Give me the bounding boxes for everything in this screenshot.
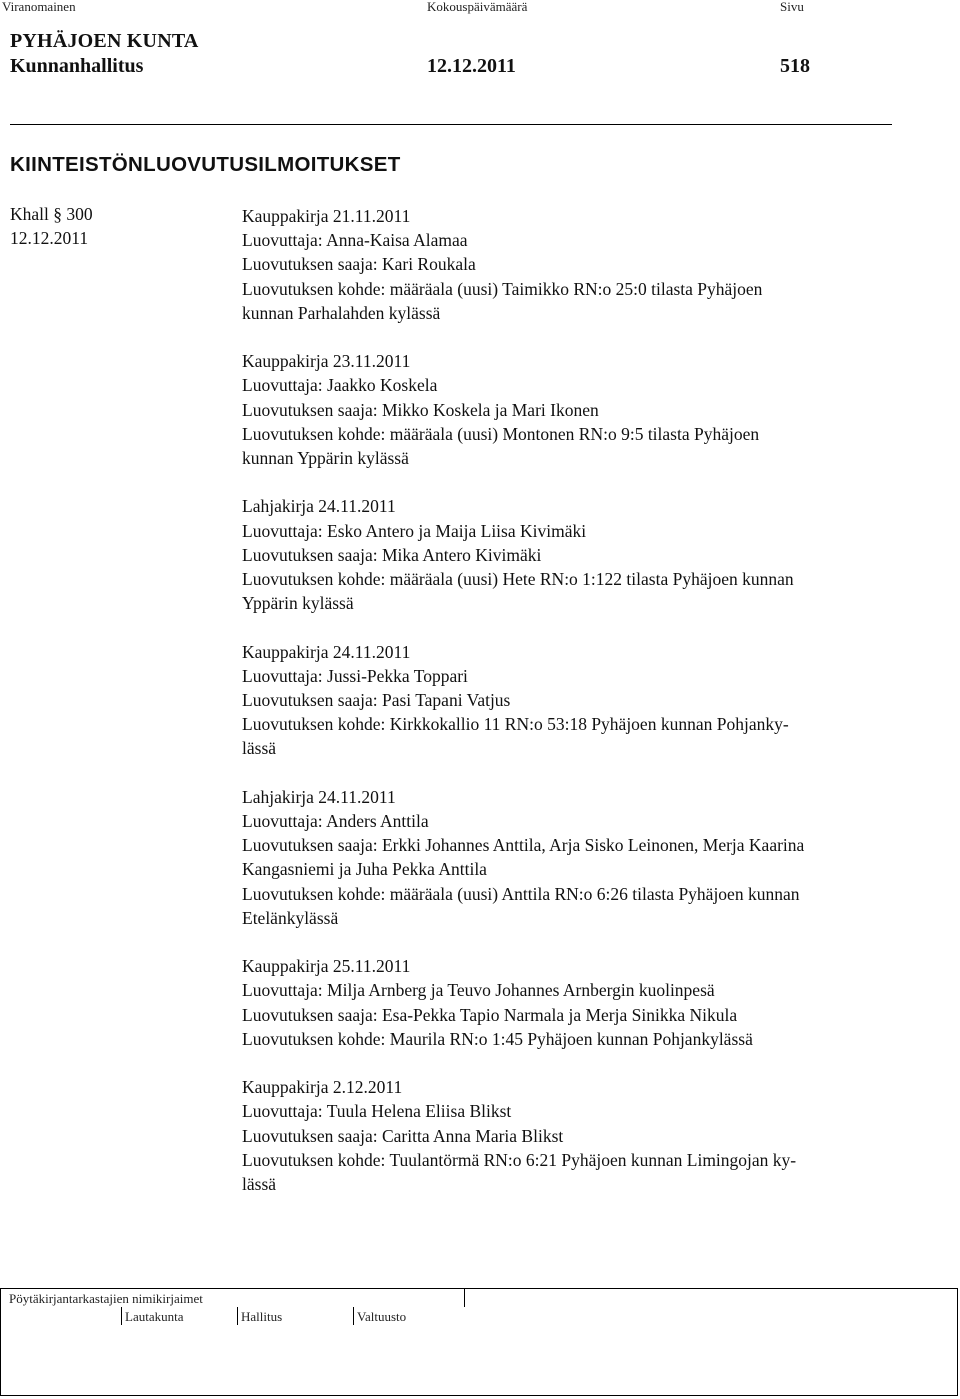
header-label-meeting-date: Kokouspäivämäärä (427, 0, 528, 14)
entry-deed-line: Kauppakirja 25.11.2011 (242, 956, 411, 977)
entry-detail-line: kunnan Parhalahden kylässä (242, 302, 441, 323)
entry-detail-line: Luovutuksen kohde: Kirkkokallio 11 RN:o 53:18 Pyhäjoen kunnan Pohjanky- (242, 714, 789, 735)
footer-col-board: Lautakunta (125, 1309, 184, 1324)
entry-detail-line: Kangasniemi ja Juha Pekka Anttila (242, 859, 487, 880)
entry-detail-line: Luovutuksen kohde: määräala (uusi) Hete RN:o 1:122 tilasta Pyhäjoen kunnan (242, 569, 794, 590)
footer-col-council: Valtuusto (357, 1309, 407, 1324)
footer-divider (237, 1307, 238, 1325)
meeting-date: 12.12.2011 (427, 55, 516, 77)
entry-detail-line: Luovutuksen saaja: Pasi Tapani Vatjus (242, 690, 511, 711)
entry-detail-line: Yppärin kylässä (242, 593, 354, 614)
entry-detail-line: lässä (242, 1174, 277, 1195)
entry-deed-line: Lahjakirja 24.11.2011 (242, 786, 396, 807)
footer-divider (464, 1289, 465, 1307)
entry-detail-line: Luovutuksen kohde: määräala (uusi) Taimikko RN:o 25:0 tilasta Pyhäjoen (242, 278, 763, 299)
entry-detail-line: Luovutuksen kohde: Tuulantörmä RN:o 6:21 Pyhäjoen kunnan Limingojan ky- (242, 1149, 797, 1170)
footer-signature-box (0, 1288, 958, 1396)
entry-detail-line: Etelänkylässä (242, 907, 339, 928)
entry-detail-line: Luovutuksen saaja: Mikko Koskela ja Mari Ikonen (242, 399, 599, 420)
entry-deed-line: Kauppakirja 24.11.2011 (242, 641, 411, 662)
footer-caption: Pöytäkirjantarkastajien nimikirjaimet (9, 1291, 203, 1306)
entry-detail-line: Luovutuksen kohde: määräala (uusi) Anttila RN:o 6:26 tilasta Pyhäjoen kunnan (242, 883, 800, 904)
transfer-entries (242, 204, 922, 1220)
entry-detail-line: Luovutuksen kohde: Maurila RN:o 1:45 Pyhäjoen kunnan Pohjankylässä (242, 1028, 753, 1049)
entry-detail-line: Luovutuksen saaja: Kari Roukala (242, 254, 476, 275)
entry-deed-line: Lahjakirja 24.11.2011 (242, 496, 396, 517)
entry-detail-line: Luovutuksen kohde: määräala (uusi) Montonen RN:o 9:5 tilasta Pyhäjoen (242, 423, 760, 444)
entry-detail-line: Luovuttaja: Anna-Kaisa Alamaa (242, 230, 468, 251)
entry-detail-line: Luovuttaja: Jussi-Pekka Toppari (242, 665, 468, 686)
entry-detail-line: Luovuttaja: Esko Antero ja Maija Liisa Kivimäki (242, 520, 587, 541)
transfer-entry (242, 204, 922, 325)
authority-name: Kunnanhallitus (10, 55, 144, 77)
entry-detail-line: Luovuttaja: Anders Anttila (242, 811, 429, 832)
entry-deed-line: Kauppakirja 23.11.2011 (242, 351, 411, 372)
transfer-entry (242, 640, 922, 761)
entry-deed-line: Kauppakirja 2.12.2011 (242, 1077, 403, 1098)
header-label-authority: Viranomainen (2, 0, 76, 14)
entry-detail-line: Luovutuksen saaja: Erkki Johannes Anttila, Arja Sisko Leinonen, Merja Kaarina (242, 835, 805, 856)
entry-detail-line: Luovuttaja: Tuula Helena Eliisa Blikst (242, 1101, 512, 1122)
entry-detail-line: Luovutuksen saaja: Mika Antero Kivimäki (242, 544, 542, 565)
footer-col-government: Hallitus (241, 1309, 283, 1324)
entry-detail-line: Luovuttaja: Milja Arnberg ja Teuvo Johannes Arnbergin kuolinpesä (242, 980, 715, 1001)
transfer-entry (242, 1075, 922, 1196)
section-title: KIINTEISTÖNLUOVUTUSILMOITUKSET (10, 153, 401, 176)
transfer-entry (242, 954, 922, 1051)
entry-detail-line: Luovuttaja: Jaakko Koskela (242, 375, 438, 396)
organization-name: PYHÄJOEN KUNTA (10, 30, 199, 52)
entry-detail-line: Luovutuksen saaja: Caritta Anna Maria Blikst (242, 1125, 564, 1146)
footer-divider (121, 1307, 122, 1325)
transfer-entry (242, 785, 922, 930)
transfer-entry (242, 494, 922, 615)
footer-divider (353, 1307, 354, 1325)
page-number: 518 (780, 55, 810, 77)
entry-detail-line: kunnan Yppärin kylässä (242, 448, 409, 469)
section-date: 12.12.2011 (10, 228, 89, 248)
entry-deed-line: Kauppakirja 21.11.2011 (242, 206, 411, 226)
header-label-page: Sivu (780, 0, 804, 14)
section-reference: Khall § 300 (10, 204, 93, 224)
entry-detail-line: Luovutuksen saaja: Esa-Pekka Tapio Narmala ja Merja Sinikka Nikula (242, 1004, 738, 1025)
transfer-entry (242, 349, 922, 470)
entry-detail-line: lässä (242, 738, 277, 759)
header-divider (10, 124, 892, 125)
